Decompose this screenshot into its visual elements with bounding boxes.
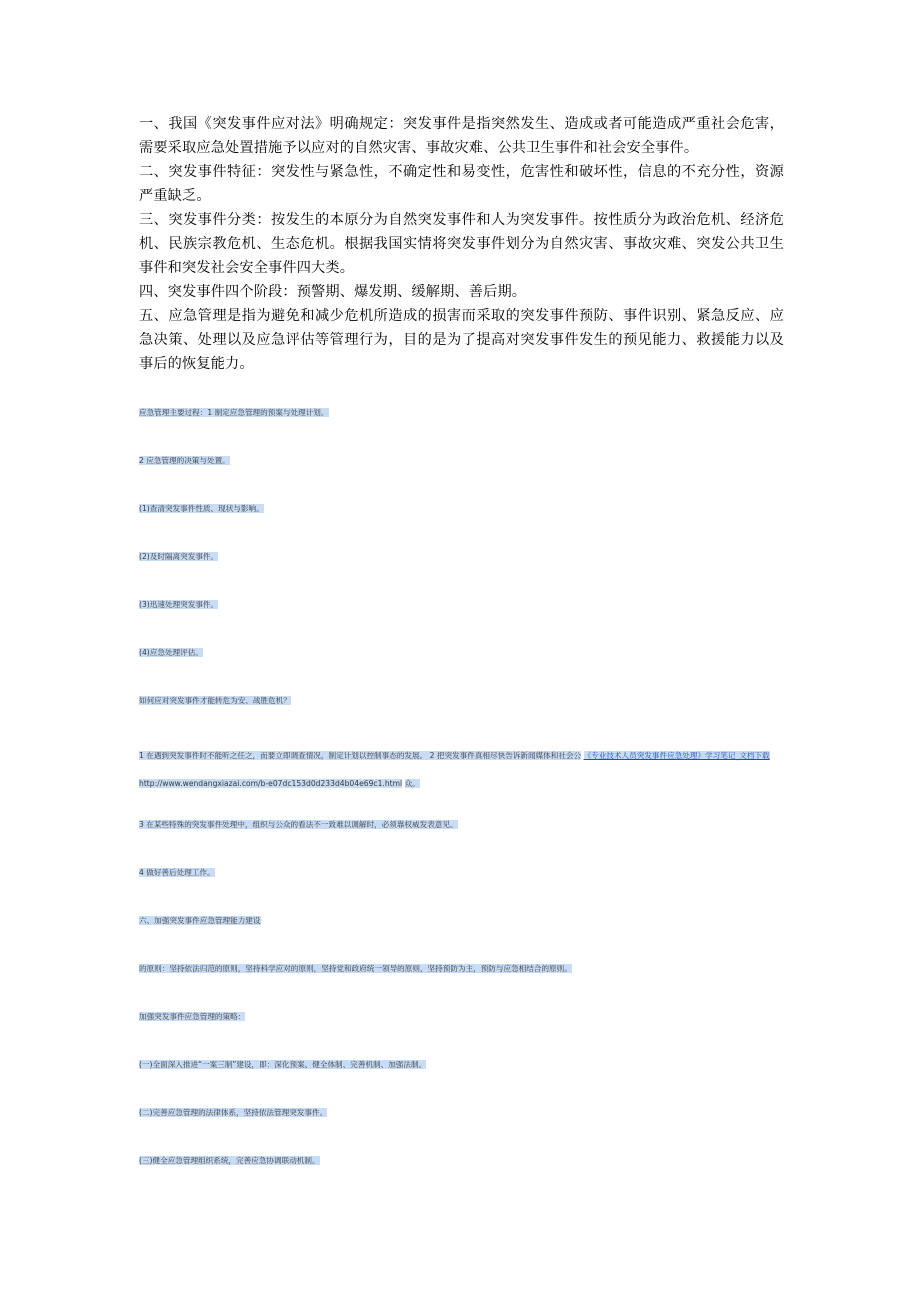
note-line: 六、加强突发事件应急管理能力建设 (139, 916, 261, 925)
note-line: (一)全面深入推进“一案三制”建设，即：深化预案、健全体制、完善机制、加强法制。 (139, 1060, 427, 1069)
note-line: 如何应对突发事件才能转危为安、战胜危机？ (139, 696, 291, 705)
note-line: (二)完善应急管理的法律体系，坚持依法管理突发事件。 (139, 1108, 328, 1117)
paragraph-2: 二、突发事件特征：突发性与紧急性，不确定性和易变性，危害性和破坏性，信息的不充分性，资源严重缺乏。 (139, 164, 784, 204)
note-line: 3 在某些特殊的突发事件处理中，组织与公众的看法不一致难以调解时，必须靠权威发表意见。 (139, 820, 458, 829)
note-line: (3)迅速处理突发事件。 (139, 600, 219, 609)
paragraph-4: 四、突发事件四个阶段：预警期、爆发期、缓解期、善后期。 (139, 284, 527, 300)
note-line-with-link: 1 在遇到突发事件时不能听之任之，而要立即调查情况，制定计划以控制事态的发展。 2 把突发事件真相尽快告诉新闻媒体和社会公 《专业技术人员突发事件应急处理》学习笔记_文档下载 http://www.wendangxiazai.com/b-e07dc153d0d233d4b04e69c1.html 众。 (139, 751, 770, 788)
note-line: (1)查清突发事件性质、现状与影响。 (139, 504, 264, 513)
note-line: 4 做好善后处理工作。 (139, 868, 215, 877)
note-line: 的原则：坚持依法归范的原则，坚持科学应对的原则，坚持党和政府统一领导的原则，坚持预防为主，预防与应急相结合的原则。 (139, 964, 572, 973)
document-url: http://www.wendangxiazai.com/b-e07dc153d0d233d4b04e69c1.html (139, 779, 403, 788)
note-line: 加强突发事件应急管理的策略： (139, 1012, 246, 1021)
paragraph-5: 五、应急管理是指为避免和减少危机所造成的损害而采取的突发事件预防、事件识别、紧急反应、应急决策、处理以及应急评估等管理行为，目的是为了提高对突发事件发生的预见能力、救援能力以及事后的恢复能力。 (139, 308, 784, 372)
note-line: 应急管理主要过程：1 制定应急管理的预案与处理计划。 (139, 408, 329, 417)
note-line: (三)健全应急管理组织系统，完善应急协调联动机制。 (139, 1156, 320, 1165)
paragraph-3: 三、突发事件分类：按发生的本原分为自然突发事件和人为突发事件。按性质分为政治危机、经济危机、民族宗教危机、生态危机。根据我国实情将突发事件划分为自然灾害、事故灾难、突发公共卫生事件和突发社会安全事件四大类。 (139, 212, 784, 276)
document-link[interactable]: 《专业技术人员突发事件应急处理》学习笔记_文档下载 (583, 751, 770, 760)
document-body (139, 112, 784, 1202)
note-line: (4)应急处理评估。 (139, 648, 203, 657)
note-line: 2 应急管理的决策与处置。 (139, 456, 230, 465)
note-line: (2)及时隔离突发事件。 (139, 552, 219, 561)
highlighted-notes (139, 406, 784, 1168)
paragraph-1: 一、我国《突发事件应对法》明确规定：突发事件是指突然发生、造成或者可能造成严重社会危害，需要采取应急处置措施予以应对的自然灾害、事故灾难、公共卫生事件和社会安全事件。 (139, 116, 784, 156)
